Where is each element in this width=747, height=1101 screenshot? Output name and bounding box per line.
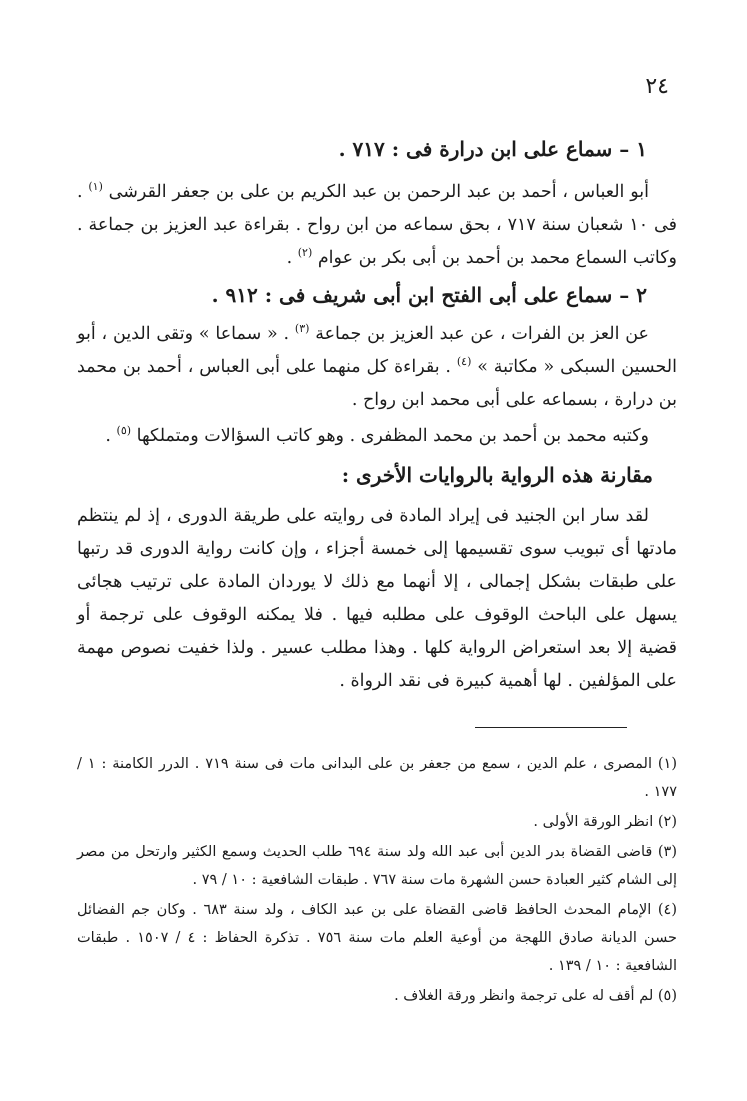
- footnote-5: (٥) لم أقف له على ترجمة وانظر ورقة الغلاف .: [394, 988, 677, 1004]
- para1-text-a: أبو العباس ، أحمد بن عبد الرحمن بن عبد الكريم بن على بن جعفر القرشى: [108, 182, 649, 202]
- section-3-body: [77, 500, 677, 698]
- section-2-paragraph-2: [77, 420, 677, 453]
- section-2: [77, 280, 677, 310]
- section-2-body-2: [77, 420, 677, 453]
- para3-text-a: وكتبه محمد بن أحمد بن محمد المظفرى . وهو كاتب السؤالات ومتملكها: [136, 426, 649, 446]
- footnote-ref-2: (٢): [297, 246, 313, 260]
- footnote-2: (٢) انظر الورقة الأولى .: [533, 814, 677, 830]
- footnotes: [77, 750, 677, 1012]
- section-1-heading: ١ – سماع على ابن درارة فى : ٧١٧ .: [338, 137, 647, 161]
- section-3-paragraph: لقد سار ابن الجنيد فى إيراد المادة فى روايته على طريقة الدورى ، إذ لم ينتظم مادتها أى تبويب سوى تقسيمها إلى خمسة أجزاء ، وإن كانت رواية الدورى قد رتبها على طبقات بشكل إجمالى ، إلا أنهما مع ذلك لا يوردان المادة على ترتيب هجائى يسهل على الباحث الوقوف على مطلبه فيها . فلا يمكنه الوقوف على ترجمة أو قضية إلا بعد استعراض الرواية كلها . وهذا مطلب عسير . ولذا خفيت نصوص مهمة على المؤلفين . لها أهمية كبيرة فى نقد الرواة .: [77, 506, 677, 691]
- section-3: [77, 460, 677, 490]
- para3-text-b: .: [105, 426, 117, 446]
- footnote-3: (٣) قاضى القضاة بدر الدين أبى عبد الله ولد سنة ٦٩٤ طلب الحديث وسمع الكثير وارتحل من مصر إلى الشام كثير العبادة حسن الشهرة مات سنة ٧٦٧ . طبقات الشافعية : ١٠ / ٧٩ .: [77, 844, 677, 888]
- footnote-ref-5: (٥): [116, 424, 132, 438]
- page-number: ٢٤: [645, 74, 669, 99]
- section-1-paragraph: [77, 176, 677, 275]
- section-3-heading: مقارنة هذه الرواية بالروايات الأخرى :: [341, 463, 653, 487]
- section-2-heading: ٢ – سماع على أبى الفتح ابن أبى شريف فى : ٩١٢ .: [211, 283, 647, 307]
- para2-text-a: عن العز بن الفرات ، عن عبد العزيز بن جماعة: [315, 324, 649, 344]
- footnote-ref-1: (١): [88, 180, 103, 194]
- footnote-separator: [475, 727, 627, 728]
- para1-text-c: .: [286, 248, 298, 268]
- section-1-body: [77, 176, 677, 275]
- para2-text-c: . بقراءة كل منهما على أبى العباس ، أحمد بن محمد بن درارة ، بسماعه على أبى محمد ابن رواح .: [77, 357, 677, 410]
- para2-text-b: . « سماعا » وتقى الدين ، أبو الحسين السبكى « مكاتبة »: [77, 324, 677, 377]
- footnote-ref-4: (٤): [456, 355, 472, 369]
- section-1: [77, 134, 677, 164]
- para1-text-b: . فى ١٠ شعبان سنة ٧١٧ ، بحق سماعه من ابن رواح . بقراءة عبد العزيز بن جماعة . وكاتب السماع محمد بن أحمد بن أبى بكر بن عوام: [77, 182, 678, 268]
- section-2-paragraph-1: [77, 318, 677, 417]
- section-2-body: [77, 318, 677, 417]
- footnote-1: (١) المصرى ، علم الدين ، سمع من جعفر بن على البدانى مات فى سنة ٧١٩ . الدرر الكامنة : ١ / ١٧٧ .: [77, 756, 677, 800]
- footnote-ref-3: (٣): [294, 322, 310, 336]
- footnote-4: (٤) الإمام المحدث الحافظ قاضى القضاة على بن عبد الكاف ، ولد سنة ٦٨٣ . وكان جم الفضائل حسن الديانة صادق اللهجة من أوعية العلم مات سنة ٧٥٦ . تذكرة الحفاظ : ٤ / ١٥٠٧ . طبقات الشافعية : ١٠ / ١٣٩ .: [77, 902, 678, 974]
